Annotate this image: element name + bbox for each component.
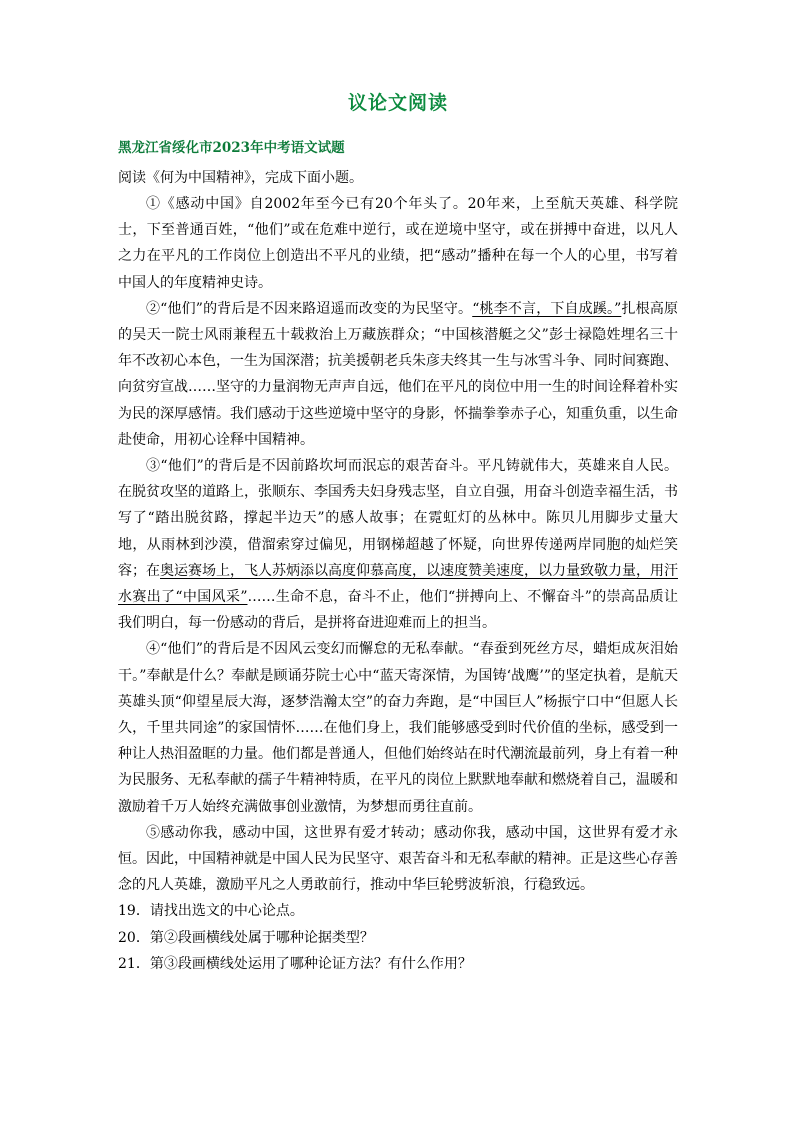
paragraph-2 bbox=[118, 296, 678, 453]
paragraph-3-text-a: ③“他们”的背后是不因前路坎坷而泯忘的艰苦奋斗。平凡铸就伟大，英雄来自人民。在脱贫攻坚的道路上，张顺东、李国秀夫妇身残志坚，自立自强，用奋斗创造幸福生活，书写了“踏出脱贫路，撑起半边天”的感人故事；在霓虹灯的丛林中。陈贝儿用脚步丈量大地，从雨林到沙漠，借溜索穿过偏见，用钢梯超越了怀疑，向世界传递两岸同胞的灿烂笑容；在 bbox=[118, 458, 678, 579]
instruction-text: 阅读《何为中国精神》，完成下面小题。 bbox=[118, 170, 363, 186]
paragraph-4: ④“他们”的背后是不因风云变幻而懈怠的无私奉献。“春蚕到死丝方尽，蜡炬成灰泪始干。”奉献是什么？奉献是顾诵芬院士心中“蓝天寄深情，为国铸‘战鹰’”的坚定执着，是航天英雄头顶“仰望星辰大海，逐梦浩瀚太空”的奋力奔跑，是“中国巨人”杨振宁口中“但愿人长久，千里共同途”的家国情怀……在他们身上，我们能够感受到时代价值的坐标，感受到一种让人热泪盈眶的力量。他们都是普通人，但他们始终站在时代潮流最前列，身上有着一种为民服务、无私奉献的孺子牛精神特质，在平凡的岗位上默默地奉献和燃烧着自己，温暖和激励着千万人始终充满做事创业激情，为梦想而勇往直前。 bbox=[118, 641, 678, 815]
paragraph-2-underlined: “桃李不言，下自成蹊。” bbox=[472, 300, 622, 317]
question-19: 19．请找出选文的中心论点。 bbox=[118, 903, 304, 920]
document-page bbox=[118, 88, 678, 977]
paragraph-2-text-b: 扎根高原的吴天一院士风雨兼程五十载救治上万藏族群众；“中国核潜艇之父”彭士禄隐姓埋名三十年不改初心本色，一生为国深潜；抗美援朝老兵朱彦夫终其一生与冰雪斗争、同时间赛跑、向贫穷宣战……坚守的力量润物无声声自远，他们在平凡的岗位中用一生的时间诠释着朴实为民的深厚感情。我们感动于这些逆境中坚守的身影，怀揣拳拳赤子心，知重负重，以生命赴使命，用初心诠释中国精神。 bbox=[118, 300, 678, 448]
paragraph-3 bbox=[118, 453, 678, 636]
paragraph-2-text-a: ②“他们”的背后是不因来路迢遥而改变的为民坚守。 bbox=[146, 300, 473, 317]
paragraph-3-text-b: ……生命不息，奋斗不止，他们“拼搏向上、不懈奋斗”的崇高品质让我们明白，每一份感动的背后，是拼将奋进迎难而上的担当。 bbox=[118, 589, 678, 632]
paragraph-5: ⑤感动你我，感动中国，这世界有爱才转动；感动你我，感动中国，这世界有爱才永恒。因此，中国精神就是中国人民为民坚守、艰苦奋斗和无私奉献的精神。正是这些心存善念的凡人英雄，激励平凡之人勇敢前行，推动中华巨轮劈波斩浪，行稳致远。 bbox=[118, 824, 678, 894]
paragraph-3-underlined: 奥运赛场上，飞人苏炳添以高度仰慕高度，以速度赞美速度，以力量致敬力量，用汗水赛出了“中国风采” bbox=[118, 562, 678, 606]
paragraph-1: ①《感动中国》自2002年至今已有20个年头了。20年来，上至航天英雄、科学院士，下至普通百姓，“他们”或在危难中逆行，或在逆境中坚守，或在拼搏中奋进，以凡人之力在平凡的工作岗位上创造出不平凡的业绩，把“感动”播种在每一个人的心里，书写着中国人的年度精神史诗。 bbox=[118, 196, 678, 291]
question-20: 20．第②段画横线处属于哪种论据类型？ bbox=[118, 929, 374, 946]
source-heading: 黑龙江省绥化市2023年中考语文试题 bbox=[118, 140, 345, 156]
page-title: 议论文阅读 bbox=[347, 92, 448, 114]
question-21: 21．第③段画横线处运用了哪种论证方法？有什么作用？ bbox=[118, 955, 472, 972]
